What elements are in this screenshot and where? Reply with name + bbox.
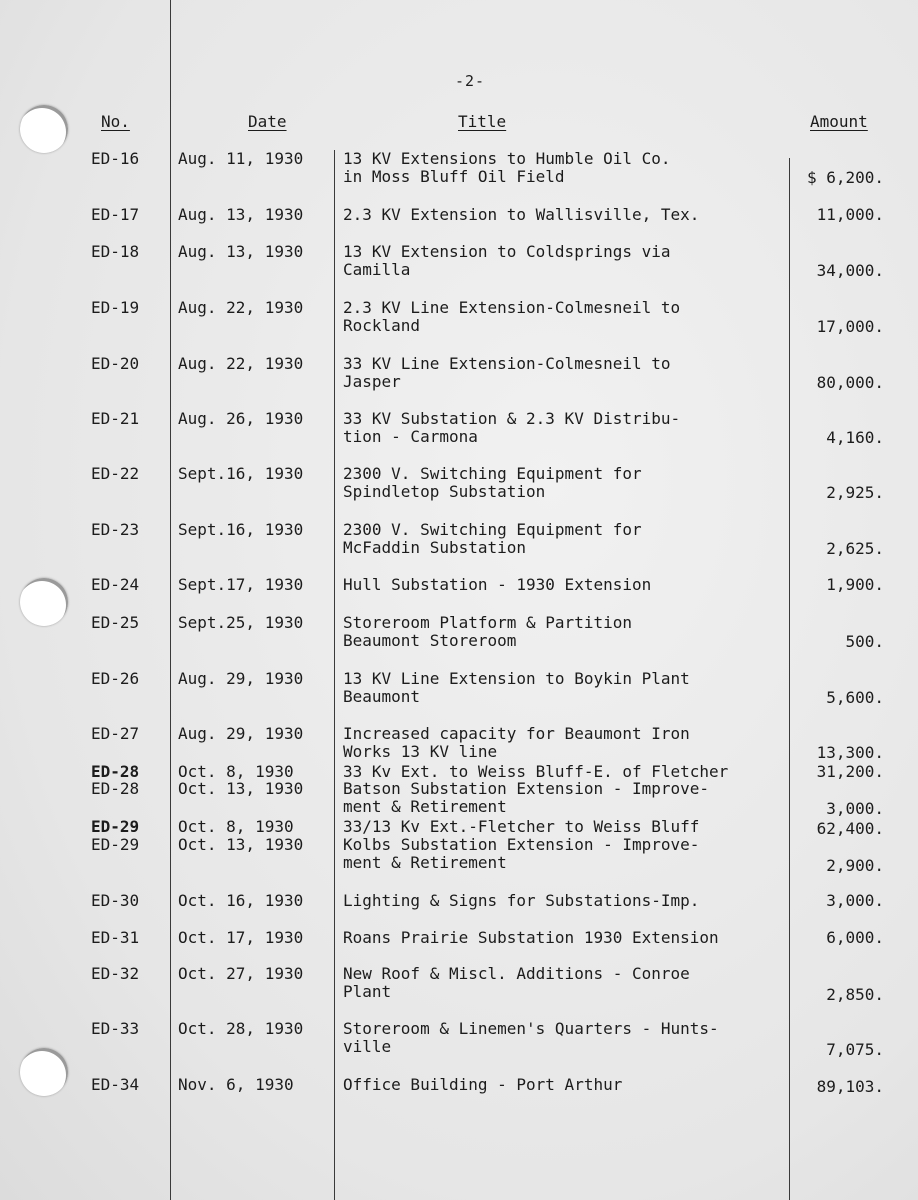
row-amount: 13,300.	[816, 743, 884, 762]
row-title: 2.3 KV Line Extension-Colmesneil to Rockland	[343, 298, 681, 335]
row-number: ED-25	[91, 613, 140, 632]
row-title: Hull Substation - 1930 Extension	[343, 575, 652, 594]
punch-hole-middle	[20, 578, 68, 626]
row-date: Oct. 8, 1930	[178, 817, 294, 836]
row-title: Office Building - Port Arthur	[343, 1075, 623, 1094]
row-number: ED-26	[91, 669, 140, 688]
row-date: Aug. 13, 1930	[178, 205, 304, 224]
row-amount: 80,000.	[816, 373, 884, 392]
row-amount: 2,625.	[826, 539, 884, 558]
row-date: Aug. 26, 1930	[178, 409, 304, 428]
row-date: Sept.17, 1930	[178, 575, 304, 594]
row-number: ED-18	[91, 242, 140, 261]
row-date: Oct. 27, 1930	[178, 964, 304, 983]
row-title: Increased capacity for Beaumont Iron Works 13 KV line	[343, 724, 690, 761]
row-number: ED-31	[91, 928, 140, 947]
row-date: Aug. 13, 1930	[178, 242, 304, 261]
row-amount: $ 6,200.	[806, 168, 884, 187]
row-title: Kolbs Substation Extension - Improve- ment & Retirement	[343, 835, 700, 872]
row-date: Sept.25, 1930	[178, 613, 304, 632]
row-title: Storeroom & Linemen's Quarters - Hunts- ville	[343, 1019, 719, 1056]
row-date: Oct. 28, 1930	[178, 1019, 304, 1038]
row-number: ED-32	[91, 964, 140, 983]
row-title: Roans Prairie Substation 1930 Extension	[343, 928, 719, 947]
column-rule-left	[170, 0, 171, 1200]
row-title: Batson Substation Extension - Improve- ment & Retirement	[343, 779, 710, 816]
column-rule-amount	[789, 158, 790, 1200]
row-amount: 4,160.	[826, 428, 884, 447]
column-rule-date-title	[334, 150, 335, 1200]
row-amount: 7,075.	[826, 1040, 884, 1059]
row-amount: 89,103.	[816, 1077, 884, 1096]
row-title: 2300 V. Switching Equipment for Spindletop Substation	[343, 464, 642, 501]
row-number: ED-33	[91, 1019, 140, 1038]
row-title: 2.3 KV Extension to Wallisville, Tex.	[343, 205, 700, 224]
row-number: ED-28	[91, 779, 140, 798]
header-date: Date	[248, 112, 287, 131]
punch-hole-top	[20, 105, 68, 153]
row-title: Lighting & Signs for Substations-Imp.	[343, 891, 700, 910]
row-number: ED-22	[91, 464, 140, 483]
row-amount: 62,400.	[816, 819, 884, 838]
header-no: No.	[101, 112, 130, 131]
row-amount: 3,000.	[826, 891, 884, 910]
page-number: -2-	[455, 72, 486, 90]
row-date: Oct. 17, 1930	[178, 928, 304, 947]
row-number: ED-23	[91, 520, 140, 539]
row-number: ED-27	[91, 724, 140, 743]
row-date: Oct. 16, 1930	[178, 891, 304, 910]
row-amount: 500.	[845, 632, 884, 651]
header-amount: Amount	[810, 112, 868, 131]
row-amount: 34,000.	[816, 261, 884, 280]
row-amount: 31,200.	[816, 762, 884, 781]
row-title: Storeroom Platform & Partition Beaumont Storeroom	[343, 613, 632, 650]
row-date: Sept.16, 1930	[178, 464, 304, 483]
row-amount: 5,600.	[826, 688, 884, 707]
header-title: Title	[458, 112, 507, 131]
row-title: 33 Kv Ext. to Weiss Bluff-E. of Fletcher	[343, 762, 729, 781]
row-amount: 1,900.	[826, 575, 884, 594]
row-title: 2300 V. Switching Equipment for McFaddin Substation	[343, 520, 642, 557]
row-title: New Roof & Miscl. Additions - Conroe Plant	[343, 964, 690, 1001]
row-number: ED-20	[91, 354, 140, 373]
row-amount: 2,925.	[826, 483, 884, 502]
row-amount: 3,000.	[826, 799, 884, 818]
row-amount: 17,000.	[816, 317, 884, 336]
row-date: Aug. 11, 1930	[178, 149, 304, 168]
row-title: 13 KV Extension to Coldsprings via Camilla	[343, 242, 671, 279]
row-date: Aug. 29, 1930	[178, 669, 304, 688]
row-number: ED-16	[91, 149, 140, 168]
row-number: ED-30	[91, 891, 140, 910]
row-date: Oct. 13, 1930	[178, 779, 304, 798]
row-number: ED-24	[91, 575, 140, 594]
row-title: 33 KV Line Extension-Colmesneil to Jasper	[343, 354, 671, 391]
row-date: Oct. 8, 1930	[178, 762, 294, 781]
row-date: Nov. 6, 1930	[178, 1075, 294, 1094]
row-amount: 6,000.	[826, 928, 884, 947]
row-number: ED-17	[91, 205, 140, 224]
row-title: 33 KV Substation & 2.3 KV Distribu- tion - Carmona	[343, 409, 681, 446]
punch-hole-bottom	[20, 1048, 68, 1096]
row-title: 33/13 Kv Ext.-Fletcher to Weiss Bluff	[343, 817, 700, 836]
row-date: Aug. 22, 1930	[178, 354, 304, 373]
row-amount: 2,850.	[826, 985, 884, 1004]
row-title: 13 KV Line Extension to Boykin Plant Beaumont	[343, 669, 690, 706]
row-number: ED-21	[91, 409, 140, 428]
row-amount: 11,000.	[816, 205, 884, 224]
row-date: Aug. 29, 1930	[178, 724, 304, 743]
row-number: ED-28	[91, 762, 140, 781]
row-title: 13 KV Extensions to Humble Oil Co. in Moss Bluff Oil Field	[343, 149, 671, 186]
row-date: Aug. 22, 1930	[178, 298, 304, 317]
row-date: Sept.16, 1930	[178, 520, 304, 539]
row-amount: 2,900.	[826, 856, 884, 875]
row-number: ED-29	[91, 835, 140, 854]
row-date: Oct. 13, 1930	[178, 835, 304, 854]
row-number: ED-19	[91, 298, 140, 317]
row-number: ED-34	[91, 1075, 140, 1094]
row-number: ED-29	[91, 817, 140, 836]
